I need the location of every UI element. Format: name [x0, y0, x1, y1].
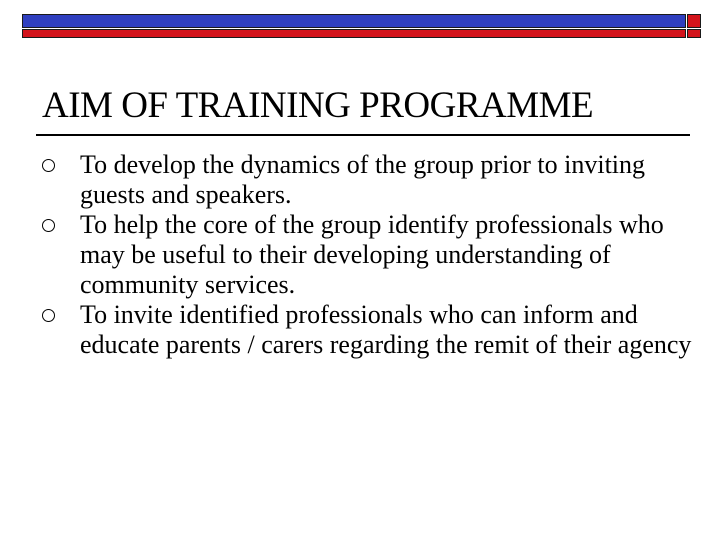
bullet-text: To help the core of the group identify professionals who may be useful to their developing understanding of community services.: [80, 210, 664, 299]
slide-title: AIM OF TRAINING PROGRAMME: [42, 85, 594, 126]
bullet-text: To develop the dynamics of the group prior to inviting guests and speakers.: [80, 150, 646, 209]
bullet-list: [40, 150, 700, 360]
hollow-circle-icon: [42, 309, 55, 322]
header-corner-square-top: [687, 14, 701, 28]
hollow-circle-icon: [42, 159, 55, 172]
bullet-item: [40, 300, 700, 360]
bullet-text: To invite identified professionals who can inform and educate parents / carers regarding the remit of their agency: [80, 300, 692, 359]
bullet-item: [40, 210, 700, 300]
bullet-item: [40, 150, 700, 210]
header-band-red: [22, 29, 686, 38]
header-corner-square-bottom: [687, 29, 701, 38]
hollow-circle-icon: [42, 219, 55, 232]
header-band-blue: [22, 14, 686, 28]
title-divider: [36, 134, 690, 136]
